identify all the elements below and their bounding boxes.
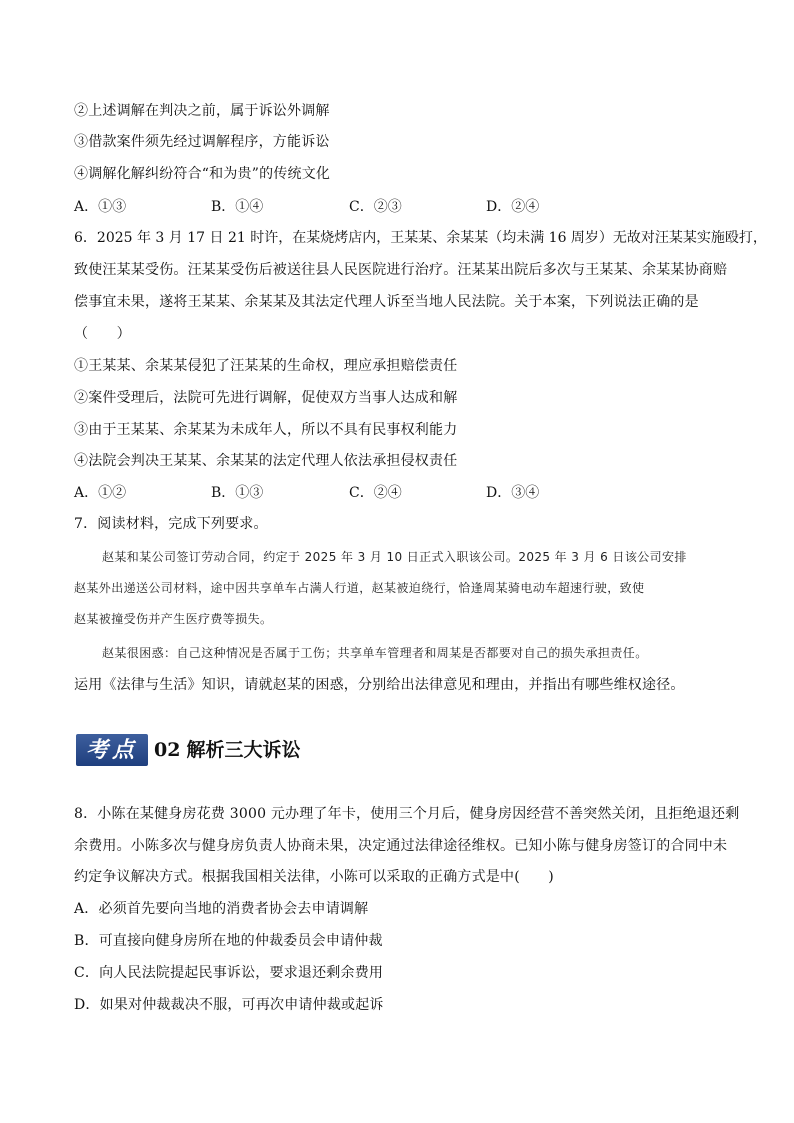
q6-option-d: D．③④ bbox=[486, 485, 540, 501]
q8-option-d: D．如果对仲裁裁决不服，可再次申请仲裁或起诉 bbox=[74, 997, 384, 1013]
q7-material-line-3: 赵某被撞受伤并产生医疗费等损失。 bbox=[74, 612, 273, 626]
q7-intro: 7．阅读材料，完成下列要求。 bbox=[74, 516, 268, 532]
q8-option-b: B．可直接向健身房所在地的仲裁委员会申请仲裁 bbox=[74, 933, 383, 949]
q5-statement-4: ④调解化解纠纷符合“和为贵”的传统文化 bbox=[74, 166, 331, 182]
section-title bbox=[154, 737, 300, 763]
q6-option-a: A．①② bbox=[74, 485, 127, 501]
q5-option-d: D．②④ bbox=[486, 199, 540, 215]
q6-statement-4: ④法院会判决王某某、余某某的法定代理人依法承担侵权责任 bbox=[74, 453, 458, 469]
q7-material-line-2: 赵某外出递送公司材料，途中因共享单车占满人行道，赵某被迫绕行，恰逢周某骑电动车超速行驶，致使 bbox=[74, 581, 645, 595]
section-badge: 考点 bbox=[76, 734, 148, 766]
q7-material-line-4: 赵某很困惑：自己这种情况是否属于工伤；共享单车管理者和周某是否都要对自己的损失承担责任。 bbox=[102, 646, 648, 660]
q6-answer-blank: （ ） bbox=[74, 326, 131, 342]
q5-statement-2: ②上述调解在判决之前，属于诉讼外调解 bbox=[74, 103, 330, 119]
q5-option-c: C．②③ bbox=[349, 199, 402, 215]
q8-stem-line-3: 约定争议解决方式。根据我国相关法律，小陈可以采取的正确方式是中( ) bbox=[74, 869, 554, 885]
q6-stem-line-1: 6．2025 年 3 月 17 日 21 时许，在某烧烤店内，王某某、余某某（均未满 16 周岁）无故对汪某某实施殴打， bbox=[74, 230, 767, 246]
q6-stem-line-3: 偿事宜未果，遂将王某某、余某某及其法定代理人诉至当地人民法院。关于本案，下列说法正确的是 bbox=[74, 294, 699, 310]
q5-option-a: A．①③ bbox=[74, 199, 127, 215]
q8-stem-line-2: 余费用。小陈多次与健身房负责人协商未果，决定通过法律途径维权。已知小陈与健身房签订的合同中未 bbox=[74, 838, 728, 854]
q8-option-c: C．向人民法院提起民事诉讼，要求退还剩余费用 bbox=[74, 965, 384, 981]
q6-statement-2: ②案件受理后，法院可先进行调解，促使双方当事人达成和解 bbox=[74, 390, 458, 406]
q6-statement-1: ①王某某、余某某侵犯了汪某某的生命权，理应承担赔偿责任 bbox=[74, 358, 458, 374]
q8-stem-line-1: 8．小陈在某健身房花费 3000 元办理了年卡，使用三个月后，健身房因经营不善突然关闭，且拒绝退还剩 bbox=[74, 806, 740, 822]
q7-task: 运用《法律与生活》知识，请就赵某的困惑，分别给出法律意见和理由，并指出有哪些维权途径。 bbox=[74, 677, 685, 693]
q6-stem-line-2: 致使汪某某受伤。汪某某受伤后被送往县人民医院进行治疗。汪某某出院后多次与王某某、余某某协商赔 bbox=[74, 262, 728, 278]
q6-option-b: B．①③ bbox=[211, 485, 264, 501]
q7-material-line-1: 赵某和某公司签订劳动合同，约定于 2025 年 3 月 10 日正式入职该公司。2025 年 3 月 6 日该公司安排 bbox=[102, 550, 687, 564]
q5-statement-3: ③借款案件须先经过调解程序，方能诉讼 bbox=[74, 134, 330, 150]
q5-option-b: B．①④ bbox=[211, 199, 264, 215]
section-number: 02 bbox=[154, 739, 181, 761]
q8-option-a: A．必须首先要向当地的消费者协会去申请调解 bbox=[74, 901, 369, 917]
section-title-text: 解析三大诉讼 bbox=[186, 739, 301, 761]
q6-statement-3: ③由于王某某、余某某为未成年人，所以不具有民事权利能力 bbox=[74, 422, 458, 438]
q6-option-c: C．②④ bbox=[349, 485, 402, 501]
